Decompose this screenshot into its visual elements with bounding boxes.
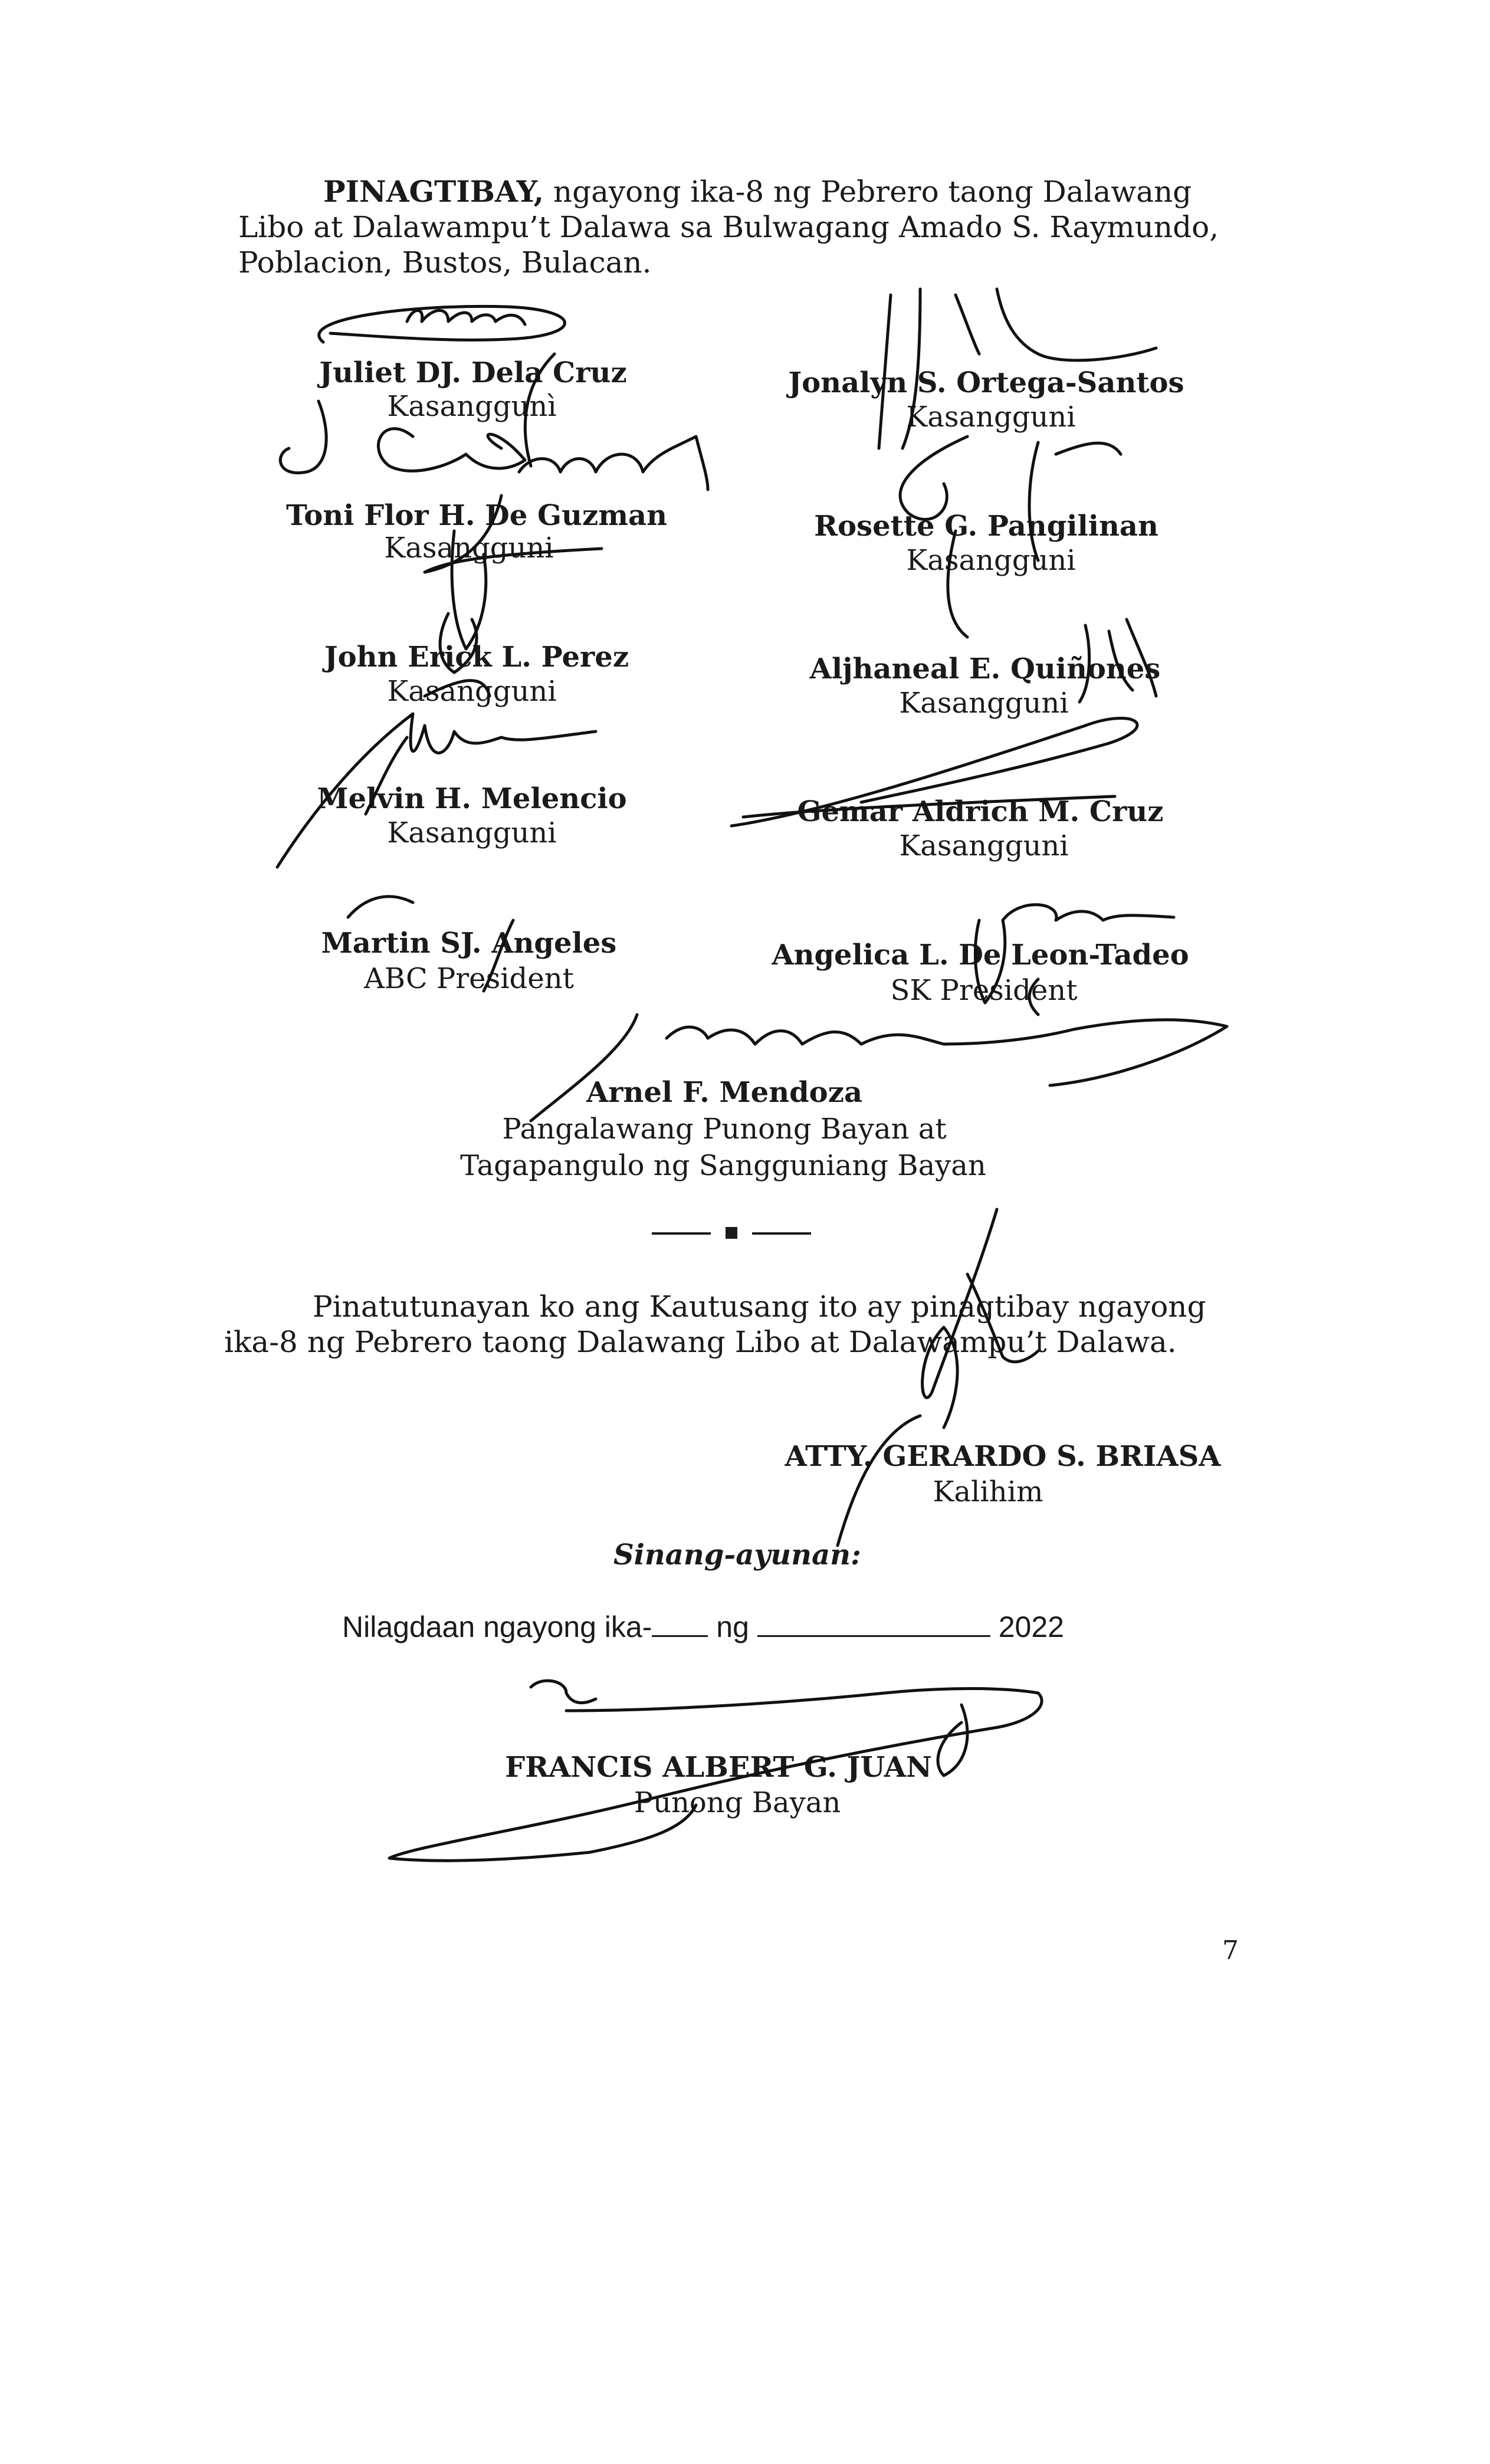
signed-date-ng: ng <box>716 1610 749 1643</box>
presiding-officer-title: Tagapangulo ng Sangguniang Bayan <box>460 1149 986 1182</box>
signature-stroke <box>319 306 565 342</box>
signatory-title: Kasangguni <box>384 531 554 565</box>
signed-date-line <box>342 1612 1064 1642</box>
signature-stroke <box>519 437 708 490</box>
signature-stroke <box>407 310 525 324</box>
signatory-name: Rosette G. Pangilinan <box>814 510 1158 543</box>
approval-line-3: Poblacion, Bustos, Bulacan. <box>238 245 652 280</box>
signatory-title: Kasanggunì <box>387 390 557 423</box>
certification-line-2: ika-8 ng Pebrero taong Dalawang Libo at Dalawampu’t Dalawa. <box>224 1325 1177 1359</box>
secretary-name: ATTY. GERARDO S. BRIASA <box>785 1440 1221 1473</box>
signatory-title: Kasangguni <box>899 829 1069 862</box>
approval-line-1 <box>323 174 1192 209</box>
signatory-name: John Erick L. Perez <box>324 641 629 674</box>
page-number: 7 <box>1222 1935 1239 1966</box>
mayor-name: FRANCIS ALBERT G. JUAN <box>505 1751 932 1784</box>
divider-square-icon <box>726 1227 737 1239</box>
signed-date-year: 2022 <box>998 1610 1064 1643</box>
signature-stroke <box>938 1705 967 1776</box>
month-blank <box>757 1612 990 1637</box>
presiding-officer-name: Arnel F. Mendoza <box>586 1076 863 1109</box>
signatory-name: Martin SJ. Angeles <box>321 927 617 960</box>
approval-line-1-text: ngayong ika-8 ng Pebrero taong Dalawang <box>553 175 1192 209</box>
concurrence-label: Sinang-ayunan: <box>613 1538 861 1571</box>
signatory-title: Kasangguni <box>387 816 557 849</box>
presiding-officer-title: Pangalawang Punong Bayan at <box>502 1113 947 1146</box>
certification-line-1: Pinatutunayan ko ang Kautusang ito ay pinagtibay ngayong <box>313 1290 1206 1324</box>
approval-line-2: Libo at Dalawampu’t Dalawa sa Bulwagang Amado S. Raymundo, <box>238 210 1219 244</box>
signatory-name: Angelica L. De Leon-Tadeo <box>772 939 1189 972</box>
signatory-title: Kasangguni <box>387 675 557 708</box>
secretary-title: Kalihim <box>933 1475 1043 1508</box>
signatory-title: ABC President <box>364 962 574 995</box>
mayor-title: Punong Bayan <box>634 1786 841 1819</box>
signatory-name: Gemar Aldrich M. Cruz <box>797 795 1164 828</box>
signatory-name: Aljhaneal E. Quiñones <box>809 652 1161 685</box>
signatory-title: Kasangguni <box>906 401 1076 434</box>
section-divider <box>652 1224 811 1242</box>
signatory-name: Juliet DJ. Dela Cruz <box>319 356 627 389</box>
signatory-name: Melvin H. Melencio <box>317 782 627 815</box>
signatory-name: Jonalyn S. Ortega-Santos <box>788 366 1184 399</box>
signatory-title: SK President <box>890 974 1078 1007</box>
signatory-name: Toni Flor H. De Guzman <box>286 499 667 532</box>
signatory-title: Kasangguni <box>906 544 1076 577</box>
approval-label: PINAGTIBAY, <box>323 174 544 209</box>
day-blank <box>652 1612 708 1637</box>
signed-date-prefix: Nilagdaan ngayong ika- <box>342 1610 652 1643</box>
signatory-title: Kasangguni <box>899 687 1069 720</box>
